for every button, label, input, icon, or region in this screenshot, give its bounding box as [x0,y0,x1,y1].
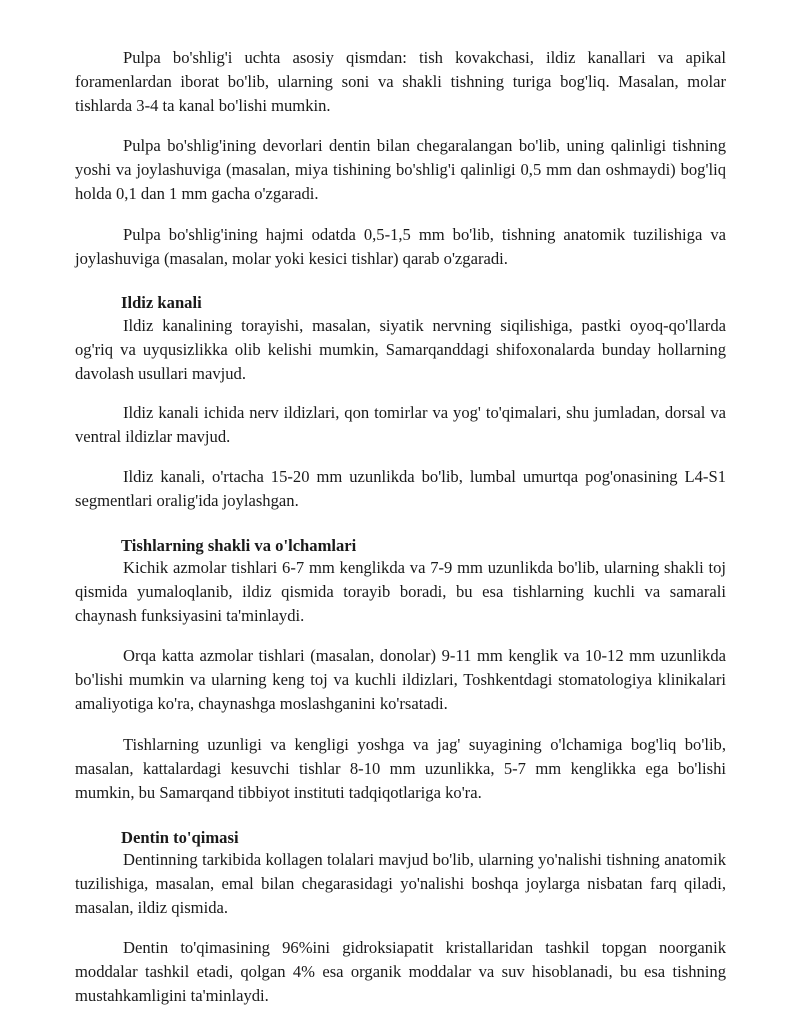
paragraph-dentin-composition: Dentin to'qimasining 96%ini gidroksiapatit kristallaridan tashkil topgan noorganik moddalar tashkil etadi, qolgan 4% esa organik moddalar va suv hisoblanadi, bu esa tishning mustahkamligini ta'minlaydi. [75,938,726,1005]
paragraph-dentin-collagen: Dentinning tarkibida kollagen tolalari mavjud bo'lib, ularning yo'nalishi tishning anatomik tuzilishiga, masalan, emal bilan chegarasidagi yo'nalishi boshqa joylarga nisbatan farq qiladi, masalan, ildiz qismida. [75,850,726,917]
heading-dentin-tissue: Dentin to'qimasi [121,828,239,847]
paragraph-tooth-length-width: Tishlarning uzunligi va kengligi yoshga va jag' suyagining o'lchamiga bog'liq bo'lib, masalan, kattalardagi kesuvchi tishlar 8-10 mm uzunlikka, 5-7 mm kenglikka ega bo'lishi mumkin, bu Samarqand tibbiyot instituti tadqiqotlariga ko'ra. [75,735,726,802]
paragraph-pulp-cavity-walls: Pulpa bo'shlig'ining devorlari dentin bilan chegaralangan bo'lib, uning qalinligi tishning yoshi va joylashuviga (masalan, miya tishining bo'shlig'i qalinligi 0,5 mm dan oshmaydi) bog'liq holda 0,1 dan 1 mm gacha o'zgaradi. [75,136,726,203]
paragraph-root-canal-contents: Ildiz kanali ichida nerv ildizlari, qon tomirlar va yog' to'qimalari, shu jumladan, dorsal va ventral ildizlar mavjud. [75,403,726,446]
paragraph-large-molars: Orqa katta azmolar tishlari (masalan, donolar) 9-11 mm kenglik va 10-12 mm uzunlikda bo'lishi mumkin va ularning keng toj va kuchli ildizlari, Toshkentdagi stomatologiya klinikalari amaliyotiga ko'ra, chaynashga moslashganini ko'rsatadi. [75,646,726,713]
heading-root-canal: Ildiz kanali [121,293,202,312]
paragraph-pulp-cavity-volume: Pulpa bo'shlig'ining hajmi odatda 0,5-1,5 mm bo'lib, tishning anatomik tuzilishiga va joylashuviga (masalan, molar yoki kesici tishlar) qarab o'zgaradi. [75,225,726,268]
paragraph-root-canal-length: Ildiz kanali, o'rtacha 15-20 mm uzunlikda bo'lib, lumbal umurtqa pog'onasining L4-S1 segmentlari oralig'ida joylashgan. [75,467,726,510]
paragraph-small-molars: Kichik azmolar tishlari 6-7 mm kenglikda va 7-9 mm uzunlikda bo'lib, ularning shakli toj qismida yumaloqlanib, ildiz qismida torayib boradi, bu esa tishlarning kuchli va samarali chaynash funksiyasini ta'minlaydi. [75,558,726,625]
paragraph-pulp-cavity-parts: Pulpa bo'shlig'i uchta asosiy qismdan: tish kovakchasi, ildiz kanallari va apikal foramenlardan iborat bo'lib, ularning soni va shakli tishning turiga bog'liq. Masalan, molar tishlarda 3-4 ta kanal bo'lishi mumkin. [75,48,726,115]
heading-tooth-shape-size: Tishlarning shakli va o'lchamlari [121,536,357,555]
paragraph-root-canal-narrowing: Ildiz kanalining torayishi, masalan, siyatik nervning siqilishiga, pastki oyoq-qo'llarda og'riq va uyqusizlikka olib kelishi mumkin, Samarqanddagi shifoxonalarda bunday hollarning davolash usullari mavjud. [75,316,726,383]
